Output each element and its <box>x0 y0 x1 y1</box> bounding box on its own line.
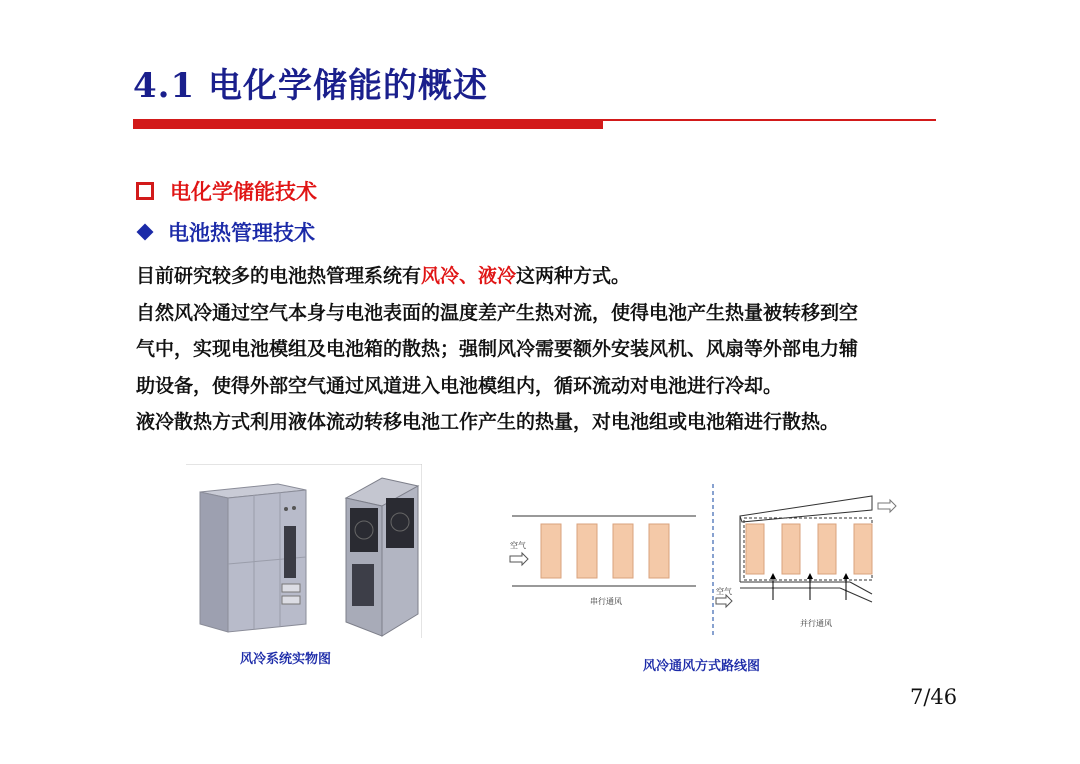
page-number: 7/46 <box>910 685 958 709</box>
left-figure-caption: 风冷系统实物图 <box>240 652 332 667</box>
paragraph-1-a: 目前研究较多的电池热管理系统有 <box>136 265 422 287</box>
bullet-level2-label: 电池热管理技术 <box>168 221 315 245</box>
paragraph-2-line-3: 助设备，使得外部空气通过风道进入电池模组内，循环流动对电池进行冷却。 <box>136 374 783 397</box>
air-label-right: 空气 <box>716 587 732 596</box>
paragraph-2-line-2: 气中，实现电池模组及电池箱的散热；强制风冷需要额外安装风机、风扇等外部电力辅 <box>136 338 859 361</box>
slide-title: 4.1 电化学储能的概述 <box>133 66 488 106</box>
ventilation-route-diagram <box>500 482 910 642</box>
serial-ventilation-label: 串行通风 <box>590 597 622 606</box>
title-rule-thin <box>603 119 936 121</box>
parallel-ventilation-label: 并行通风 <box>800 619 832 628</box>
square-bullet-icon <box>136 182 154 200</box>
bullet-level1 <box>136 176 317 206</box>
paragraph-1-highlight: 风冷、液冷 <box>421 265 517 287</box>
paragraph-1 <box>136 258 936 295</box>
paragraph-1-c: 这两种方式。 <box>516 265 631 287</box>
right-figure-caption: 风冷通风方式路线图 <box>643 659 761 674</box>
diamond-bullet-icon <box>137 224 154 241</box>
paragraph-3: 液冷散热方式利用液体流动转移电池工作产生的热量，对电池组或电池箱进行散热。 <box>136 411 840 434</box>
paragraph-2-line-1: 自然风冷通过空气本身与电池表面的温度差产生热对流，使得电池产生热量被转移到空 <box>136 301 859 324</box>
title-rule-thick <box>133 119 603 129</box>
bullet-level2 <box>136 217 315 247</box>
air-cooling-system-photo <box>186 464 422 638</box>
air-label-left: 空气 <box>510 541 526 550</box>
body-text <box>136 258 936 441</box>
bullet-level1-label: 电化学储能技术 <box>170 180 317 204</box>
